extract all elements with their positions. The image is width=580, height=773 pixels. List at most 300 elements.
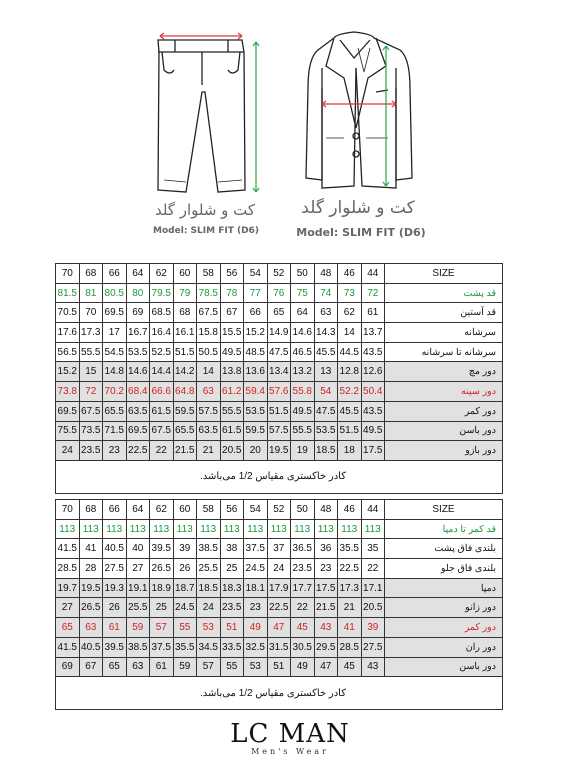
table-cell: 66 (244, 303, 268, 323)
size-header-cell: 66 (103, 500, 127, 520)
table-cell: 45.5 (338, 401, 362, 421)
table-cell: 80 (126, 283, 150, 303)
table-cell: 47.5 (267, 342, 291, 362)
table-cell: 18.5 (314, 441, 338, 461)
table-cell: 29.5 (314, 637, 338, 657)
table-cell: 48.5 (244, 342, 268, 362)
table-cell: 47 (267, 618, 291, 638)
table-cell: 40 (126, 539, 150, 559)
table-cell: 80.5 (103, 283, 127, 303)
table-cell: 45.5 (314, 342, 338, 362)
table-cell: 66.6 (150, 382, 174, 402)
size-header-cell: 52 (267, 500, 291, 520)
table-cell: 57 (197, 657, 221, 677)
table-cell: 18.3 (220, 578, 244, 598)
table-cell: 113 (197, 519, 221, 539)
table-cell: 37 (267, 539, 291, 559)
table-row (56, 362, 503, 382)
size-header-cell: 48 (314, 500, 338, 520)
table-cell: 63.5 (126, 401, 150, 421)
row-label: دور بازو (385, 441, 503, 461)
table-cell: 14.2 (173, 362, 197, 382)
table-cell: 65 (267, 303, 291, 323)
size-header-cell: 64 (126, 264, 150, 284)
table-cell: 25 (220, 559, 244, 579)
table-cell: 15.5 (220, 323, 244, 343)
table-cell: 65.5 (103, 401, 127, 421)
table-cell: 25 (150, 598, 174, 618)
table-cell: 63 (314, 303, 338, 323)
table-cell: 36.5 (291, 539, 315, 559)
table-cell: 45 (338, 657, 362, 677)
row-label: دور باسن (385, 421, 503, 441)
table-cell: 33.5 (220, 637, 244, 657)
table-cell: 13.4 (267, 362, 291, 382)
table-cell: 13 (314, 362, 338, 382)
row-label: بلندی فاق پشت (385, 539, 503, 559)
size-header-cell: 44 (361, 500, 385, 520)
row-label: دور زانو (385, 598, 503, 618)
table-cell: 47 (314, 657, 338, 677)
table-cell: 113 (150, 519, 174, 539)
table-cell: 59.4 (244, 382, 268, 402)
table-cell: 61 (361, 303, 385, 323)
table-cell: 22.5 (338, 559, 362, 579)
brand-tagline: Men's Wear (251, 747, 329, 756)
table-cell: 15 (79, 362, 103, 382)
jacket-title: کت و شلوار گلد (301, 198, 415, 218)
table-cell: 113 (220, 519, 244, 539)
table-cell: 71.5 (103, 421, 127, 441)
table-cell: 113 (173, 519, 197, 539)
table-row (56, 303, 503, 323)
table-row (56, 441, 503, 461)
table-cell: 53.5 (126, 342, 150, 362)
row-label: دور باسن (385, 657, 503, 677)
table-cell: 55 (173, 618, 197, 638)
table-cell: 113 (361, 519, 385, 539)
table-cell: 61.5 (150, 401, 174, 421)
table-cell: 51.5 (338, 421, 362, 441)
table-row (56, 559, 503, 579)
table-cell: 20.5 (220, 441, 244, 461)
size-header-cell: 66 (103, 264, 127, 284)
table-row (56, 657, 503, 677)
table-cell: 59.5 (173, 401, 197, 421)
table-cell: 23.5 (220, 598, 244, 618)
table-cell: 38.5 (197, 539, 221, 559)
table-cell: 57.5 (267, 421, 291, 441)
table-cell: 53.5 (314, 421, 338, 441)
table-note (56, 460, 503, 493)
table-cell: 67.5 (150, 421, 174, 441)
size-header-cell: 60 (173, 264, 197, 284)
size-header-cell: 68 (79, 500, 103, 520)
table-note-row (56, 460, 503, 493)
table-cell: 39.5 (103, 637, 127, 657)
table-cell: 23.5 (291, 559, 315, 579)
table-cell: 22 (361, 559, 385, 579)
size-header-label: SIZE (385, 264, 503, 284)
row-label: دور ران (385, 637, 503, 657)
table-cell: 12.8 (338, 362, 362, 382)
table-cell: 16.1 (173, 323, 197, 343)
table-cell: 78 (220, 283, 244, 303)
row-label: قد آستین (385, 303, 503, 323)
table-cell: 18.5 (197, 578, 221, 598)
size-header-cell: 54 (244, 264, 268, 284)
table-cell: 70.5 (56, 303, 80, 323)
table-cell: 26.5 (79, 598, 103, 618)
table-cell: 69.5 (56, 401, 80, 421)
table-cell: 72 (361, 283, 385, 303)
table-cell: 40.5 (79, 637, 103, 657)
table-cell: 41.5 (56, 539, 80, 559)
table-cell: 14 (338, 323, 362, 343)
table-cell: 22 (150, 441, 174, 461)
table-note-row (56, 677, 503, 710)
table-cell: 67.5 (197, 303, 221, 323)
table-cell: 13.6 (244, 362, 268, 382)
row-label: دور کمر (385, 401, 503, 421)
table-cell: 17.1 (361, 578, 385, 598)
table-cell: 17.5 (314, 578, 338, 598)
table-cell: 24.5 (173, 598, 197, 618)
table-cell: 34.5 (197, 637, 221, 657)
table-cell: 17.5 (361, 441, 385, 461)
table-cell: 63 (79, 618, 103, 638)
table-cell: 39 (173, 539, 197, 559)
table-cell: 13.7 (361, 323, 385, 343)
table-cell: 41.5 (56, 637, 80, 657)
table-cell: 51.5 (173, 342, 197, 362)
table-cell: 113 (338, 519, 362, 539)
table-cell: 73 (338, 283, 362, 303)
table-cell: 113 (267, 519, 291, 539)
table-row (56, 401, 503, 421)
table-cell: 63.5 (197, 421, 221, 441)
table-cell: 68 (173, 303, 197, 323)
table-cell: 53.5 (244, 401, 268, 421)
table-cell: 65.5 (173, 421, 197, 441)
size-header-cell: 60 (173, 500, 197, 520)
table-cell: 65 (103, 657, 127, 677)
table-cell: 81 (79, 283, 103, 303)
table-row (56, 578, 503, 598)
table-cell: 49.5 (291, 401, 315, 421)
size-header-cell: 62 (150, 500, 174, 520)
table-cell: 27.5 (103, 559, 127, 579)
table-cell: 55.5 (79, 342, 103, 362)
table-cell: 69.5 (126, 421, 150, 441)
table-cell: 61 (103, 618, 127, 638)
table-cell: 61.5 (220, 421, 244, 441)
table-cell: 36 (314, 539, 338, 559)
table-cell: 37.5 (150, 637, 174, 657)
table-cell: 69.5 (103, 303, 127, 323)
table-cell: 39 (361, 618, 385, 638)
table-cell: 23 (314, 559, 338, 579)
table-cell: 63 (126, 657, 150, 677)
row-label: دور مچ (385, 362, 503, 382)
table-cell: 113 (56, 519, 80, 539)
table-cell: 75.5 (56, 421, 80, 441)
table-cell: 17.6 (56, 323, 80, 343)
pants-illustration (150, 30, 270, 200)
row-label: قد کمر تا دمپا (385, 519, 503, 539)
table-cell: 27 (126, 559, 150, 579)
table-cell: 35.5 (338, 539, 362, 559)
table-cell: 70.2 (103, 382, 127, 402)
table-cell: 113 (126, 519, 150, 539)
table-cell: 19.7 (56, 578, 80, 598)
table-cell: 78.5 (197, 283, 221, 303)
table-cell: 73.8 (56, 382, 80, 402)
table-cell: 31.5 (267, 637, 291, 657)
table-cell: 23 (244, 598, 268, 618)
table-cell: 19 (291, 441, 315, 461)
table-cell: 74 (314, 283, 338, 303)
table-cell: 30.5 (291, 637, 315, 657)
table-cell: 53 (244, 657, 268, 677)
table-cell: 21 (338, 598, 362, 618)
brand-logo (200, 721, 380, 756)
table-cell: 51 (220, 618, 244, 638)
row-label: دور سینه (385, 382, 503, 402)
row-label: قد پشت (385, 283, 503, 303)
size-header-cell: 48 (314, 264, 338, 284)
table-cell: 14.6 (126, 362, 150, 382)
size-header-cell: 62 (150, 264, 174, 284)
table-cell: 16.4 (150, 323, 174, 343)
table-cell: 64 (291, 303, 315, 323)
table-row (56, 598, 503, 618)
table-cell: 22 (291, 598, 315, 618)
table-cell: 113 (244, 519, 268, 539)
table-cell: 26 (173, 559, 197, 579)
table-header-row (56, 264, 503, 284)
table-row (56, 421, 503, 441)
table-cell: 51.5 (267, 401, 291, 421)
size-header-cell: 70 (56, 500, 80, 520)
size-header-cell: 56 (220, 500, 244, 520)
table-cell: 24.5 (244, 559, 268, 579)
table-cell: 14.4 (150, 362, 174, 382)
table-cell: 52.5 (150, 342, 174, 362)
table-cell: 17.9 (267, 578, 291, 598)
table-cell: 14.3 (314, 323, 338, 343)
table-cell: 19.1 (126, 578, 150, 598)
table-cell: 18.7 (173, 578, 197, 598)
table-cell: 54 (314, 382, 338, 402)
table-cell: 69 (126, 303, 150, 323)
table-cell: 55.8 (291, 382, 315, 402)
table-cell: 39.5 (150, 539, 174, 559)
table-cell: 14 (197, 362, 221, 382)
table-cell: 23 (103, 441, 127, 461)
size-header-cell: 54 (244, 500, 268, 520)
table-row (56, 323, 503, 343)
table-cell: 59 (126, 618, 150, 638)
row-label: دمپا (385, 578, 503, 598)
table-cell: 22.5 (267, 598, 291, 618)
table-cell: 15.2 (56, 362, 80, 382)
table-cell: 26 (103, 598, 127, 618)
row-label: سرشانه تا سرشانه (385, 342, 503, 362)
size-header-cell: 46 (338, 264, 362, 284)
table-cell: 20 (244, 441, 268, 461)
table-cell: 67 (220, 303, 244, 323)
table-cell: 113 (291, 519, 315, 539)
table-cell: 18 (338, 441, 362, 461)
size-header-cell: 52 (267, 264, 291, 284)
table-cell: 12.6 (361, 362, 385, 382)
jacket-model: Model: SLIM FIT (D6) (296, 226, 426, 239)
table-cell: 53 (197, 618, 221, 638)
table-cell: 63 (197, 382, 221, 402)
row-label: سرشانه (385, 323, 503, 343)
table-cell: 35 (361, 539, 385, 559)
table-cell: 57.6 (267, 382, 291, 402)
table-cell: 19.5 (267, 441, 291, 461)
table-cell: 54.5 (103, 342, 127, 362)
table-cell: 67.5 (79, 401, 103, 421)
size-header-cell: 50 (291, 500, 315, 520)
size-header-cell: 56 (220, 264, 244, 284)
table-cell: 32.5 (244, 637, 268, 657)
size-header-cell: 44 (361, 264, 385, 284)
table-cell: 17.3 (79, 323, 103, 343)
table-cell: 81.5 (56, 283, 80, 303)
table-cell: 24 (267, 559, 291, 579)
table-cell: 77 (244, 283, 268, 303)
table-cell: 50.5 (197, 342, 221, 362)
table-row (56, 342, 503, 362)
row-label: دور کمر (385, 618, 503, 638)
table-cell: 45 (291, 618, 315, 638)
table-cell: 75 (291, 283, 315, 303)
table-cell: 15.8 (197, 323, 221, 343)
table-cell: 65 (56, 618, 80, 638)
table-cell: 18.9 (150, 578, 174, 598)
table-cell: 55.5 (291, 421, 315, 441)
table-note (56, 677, 503, 710)
table-note-text: کادر خاکستری مقیاس 1/2 می‌باشد. (199, 471, 346, 483)
table-cell: 55 (220, 657, 244, 677)
table-cell: 28.5 (56, 559, 80, 579)
table-cell: 64.8 (173, 382, 197, 402)
table-cell: 79.5 (150, 283, 174, 303)
size-header-cell: 64 (126, 500, 150, 520)
table-cell: 21.5 (314, 598, 338, 618)
size-header-cell: 50 (291, 264, 315, 284)
table-row (56, 637, 503, 657)
table-cell: 73.5 (79, 421, 103, 441)
table-cell: 27 (56, 598, 80, 618)
table-cell: 22.5 (126, 441, 150, 461)
table-cell: 113 (79, 519, 103, 539)
table-cell: 47.5 (314, 401, 338, 421)
table-cell: 57 (150, 618, 174, 638)
table-cell: 43.5 (361, 401, 385, 421)
table-cell: 113 (314, 519, 338, 539)
table-cell: 113 (103, 519, 127, 539)
table-cell: 41 (79, 539, 103, 559)
table-cell: 50.4 (361, 382, 385, 402)
table-cell: 27.5 (361, 637, 385, 657)
table-cell: 57.5 (197, 401, 221, 421)
table-cell: 14.8 (103, 362, 127, 382)
table-cell: 61.2 (220, 382, 244, 402)
table-cell: 16.7 (126, 323, 150, 343)
size-header-cell: 58 (197, 500, 221, 520)
table-cell: 28 (79, 559, 103, 579)
table-cell: 55.5 (220, 401, 244, 421)
table-note-text: کادر خاکستری مقیاس 1/2 می‌باشد. (199, 687, 346, 699)
table-row (56, 382, 503, 402)
table-cell: 56.5 (56, 342, 80, 362)
size-header-cell: 46 (338, 500, 362, 520)
size-header-label: SIZE (385, 500, 503, 520)
table-cell: 72 (79, 382, 103, 402)
brand-logo-text: LC MAN (230, 719, 350, 749)
table-cell: 14.6 (291, 323, 315, 343)
table-cell: 49.5 (361, 421, 385, 441)
table-cell: 40.5 (103, 539, 127, 559)
table-cell: 25.5 (197, 559, 221, 579)
table-cell: 26.5 (150, 559, 174, 579)
table-cell: 43.5 (361, 342, 385, 362)
table-cell: 13.2 (291, 362, 315, 382)
table-cell: 59 (173, 657, 197, 677)
table-row (56, 283, 503, 303)
table-cell: 69 (56, 657, 80, 677)
table-header-row (56, 500, 503, 520)
pants-title: کت و شلوار گلد (154, 201, 256, 219)
table-cell: 19.3 (103, 578, 127, 598)
table-cell: 43 (314, 618, 338, 638)
table-cell: 49 (291, 657, 315, 677)
table-cell: 20.5 (361, 598, 385, 618)
table-cell: 79 (173, 283, 197, 303)
table-cell: 17 (103, 323, 127, 343)
pants-size-table (55, 499, 503, 710)
table-cell: 38.5 (126, 637, 150, 657)
table-cell: 41 (338, 618, 362, 638)
table-cell: 49.5 (220, 342, 244, 362)
jacket-illustration (296, 28, 426, 198)
table-row (56, 519, 503, 539)
table-cell: 23.5 (79, 441, 103, 461)
size-header-cell: 58 (197, 264, 221, 284)
table-cell: 67 (79, 657, 103, 677)
table-cell: 59.5 (244, 421, 268, 441)
table-cell: 38 (220, 539, 244, 559)
size-header-cell: 70 (56, 264, 80, 284)
table-cell: 13.8 (220, 362, 244, 382)
table-row (56, 618, 503, 638)
table-cell: 19.5 (79, 578, 103, 598)
row-label: بلندی فاق جلو (385, 559, 503, 579)
table-cell: 17.7 (291, 578, 315, 598)
table-cell: 68.5 (150, 303, 174, 323)
table-cell: 17.3 (338, 578, 362, 598)
table-cell: 21.5 (173, 441, 197, 461)
table-cell: 14.9 (267, 323, 291, 343)
table-cell: 68.4 (126, 382, 150, 402)
table-cell: 18.1 (244, 578, 268, 598)
table-cell: 25.5 (126, 598, 150, 618)
